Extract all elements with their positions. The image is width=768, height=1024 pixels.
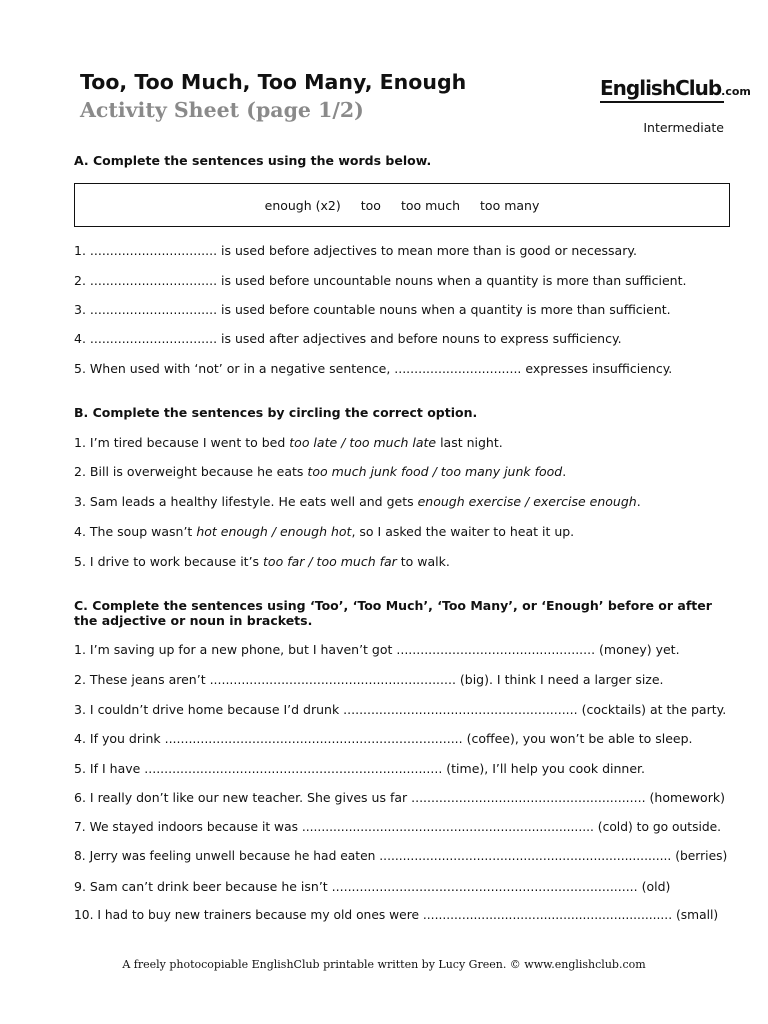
- item-text: ................................ is used before adjectives to mean more than is good or necessary.: [89, 243, 637, 258]
- item-text: I’m saving up for a new phone, but I haven’t got .................................................. (money) yet.: [89, 642, 680, 657]
- section-b-heading: B. Complete the sentences by circling the correct option.: [74, 405, 478, 420]
- item-text: Jerry was feeling unwell because he had eaten ........................................................................... (berries): [89, 849, 728, 863]
- section-c-item: [74, 761, 645, 776]
- item-text-after: .: [562, 464, 567, 479]
- section-c-item: [74, 731, 693, 746]
- item-options: enough exercise / exercise enough: [417, 494, 637, 509]
- section-c-item: [74, 702, 726, 717]
- section-b-item: [74, 494, 641, 509]
- item-number: 1.: [74, 435, 86, 450]
- item-text-before: I drive to work because it’s: [89, 554, 264, 569]
- word-bank-item: enough (x2): [264, 197, 341, 213]
- word-bank-item: too many: [480, 197, 540, 213]
- item-number: 5.: [74, 761, 86, 776]
- item-number: 1.: [74, 642, 86, 657]
- item-text: These jeans aren’t .............................................................. (big). I think I need a larger size.: [89, 672, 664, 687]
- logo-suffix-text: .com: [721, 85, 751, 98]
- section-b-item: [74, 524, 574, 539]
- item-text-after: , so I asked the waiter to heat it up.: [351, 524, 575, 539]
- item-number: 2.: [74, 273, 86, 288]
- item-text: I couldn’t drive home because I’d drunk ........................................................... (cocktails) at the party.: [89, 702, 727, 717]
- item-text-before: Bill is overweight because he eats: [89, 464, 308, 479]
- section-a-item: [74, 361, 672, 376]
- section-b-item: [74, 435, 503, 450]
- item-text: We stayed indoors because it was ........................................................................... (cold) to go outside.: [89, 820, 722, 834]
- section-c-item: [74, 642, 680, 657]
- item-text: If I have ........................................................................... (time), I’ll help you cook dinner.: [89, 761, 646, 776]
- item-number: 10.: [74, 908, 94, 922]
- level-label: Intermediate: [643, 120, 724, 135]
- item-number: 4.: [74, 524, 86, 539]
- item-text-after: to walk.: [396, 554, 450, 569]
- item-options: hot enough / enough hot: [196, 524, 352, 539]
- item-number: 5.: [74, 554, 86, 569]
- word-bank-item: too: [360, 197, 381, 213]
- section-c-item: [74, 879, 670, 894]
- item-number: 3.: [74, 702, 86, 717]
- item-number: 4.: [74, 731, 86, 746]
- logo-main-text: EnglishClub: [600, 76, 722, 100]
- section-c-item: [74, 908, 718, 922]
- section-a-item: [74, 302, 671, 317]
- page-footer: A freely photocopiable EnglishClub printable written by Lucy Green. © www.englishclub.com: [122, 958, 646, 971]
- item-number: 2.: [74, 672, 86, 687]
- section-a-item: [74, 273, 686, 288]
- item-number: 8.: [74, 849, 86, 863]
- item-number: 9.: [74, 879, 86, 894]
- section-c-item: [74, 790, 725, 805]
- item-number: 2.: [74, 464, 86, 479]
- page-title: Too, Too Much, Too Many, Enough: [80, 70, 467, 94]
- item-text: ................................ is used after adjectives and before nouns to express sufficiency.: [89, 331, 622, 346]
- item-text: When used with ‘not’ or in a negative sentence, ................................ expresses insufficiency.: [89, 361, 673, 376]
- item-text-after: last night.: [436, 435, 503, 450]
- word-bank-box: [74, 183, 730, 227]
- item-text-before: I’m tired because I went to bed: [89, 435, 290, 450]
- section-b-item: [74, 464, 566, 479]
- item-options: too much junk food / too many junk food: [307, 464, 563, 479]
- page-subtitle: Activity Sheet (page 1/2): [80, 98, 364, 122]
- item-text: ................................ is used before countable nouns when a quantity is more than sufficient.: [89, 302, 671, 317]
- item-number: 4.: [74, 331, 86, 346]
- section-c-item: [74, 672, 664, 687]
- item-number: 3.: [74, 302, 86, 317]
- section-c-heading: C. Complete the sentences using ‘Too’, ‘Too Much’, ‘Too Many’, or ‘Enough’ before or after the adjective or noun in brackets.: [74, 598, 712, 628]
- section-a-item: [74, 243, 637, 258]
- item-text-before: The soup wasn’t: [89, 524, 197, 539]
- item-number: 1.: [74, 243, 86, 258]
- item-number: 5.: [74, 361, 86, 376]
- section-c-item: [74, 820, 721, 834]
- item-text: ................................ is used before uncountable nouns when a quantity is more than sufficient.: [89, 273, 687, 288]
- item-number: 3.: [74, 494, 86, 509]
- item-text: I really don’t like our new teacher. She gives us far ........................................................... (homework): [89, 790, 725, 805]
- item-number: 6.: [74, 790, 86, 805]
- item-options: too far / too much far: [263, 554, 397, 569]
- item-text-before: Sam leads a healthy lifestyle. He eats well and gets: [89, 494, 418, 509]
- item-text: Sam can’t drink beer because he isn’t ............................................................................. (old): [89, 879, 671, 894]
- item-options: too late / too much late: [289, 435, 437, 450]
- word-bank-item: too much: [400, 197, 461, 213]
- section-b-item: [74, 554, 450, 569]
- item-text: I had to buy new trainers because my old ones were ................................................................ (small): [97, 908, 719, 922]
- item-text: If you drink ........................................................................... (coffee), you won’t be able to sleep.: [89, 731, 693, 746]
- item-number: 7.: [74, 820, 86, 834]
- item-text-after: .: [636, 494, 641, 509]
- englishclub-logo: [600, 76, 751, 100]
- logo-underline: [600, 101, 724, 103]
- section-c-item: [74, 849, 727, 863]
- section-a-heading: A. Complete the sentences using the words below.: [74, 153, 432, 168]
- section-a-item: [74, 331, 622, 346]
